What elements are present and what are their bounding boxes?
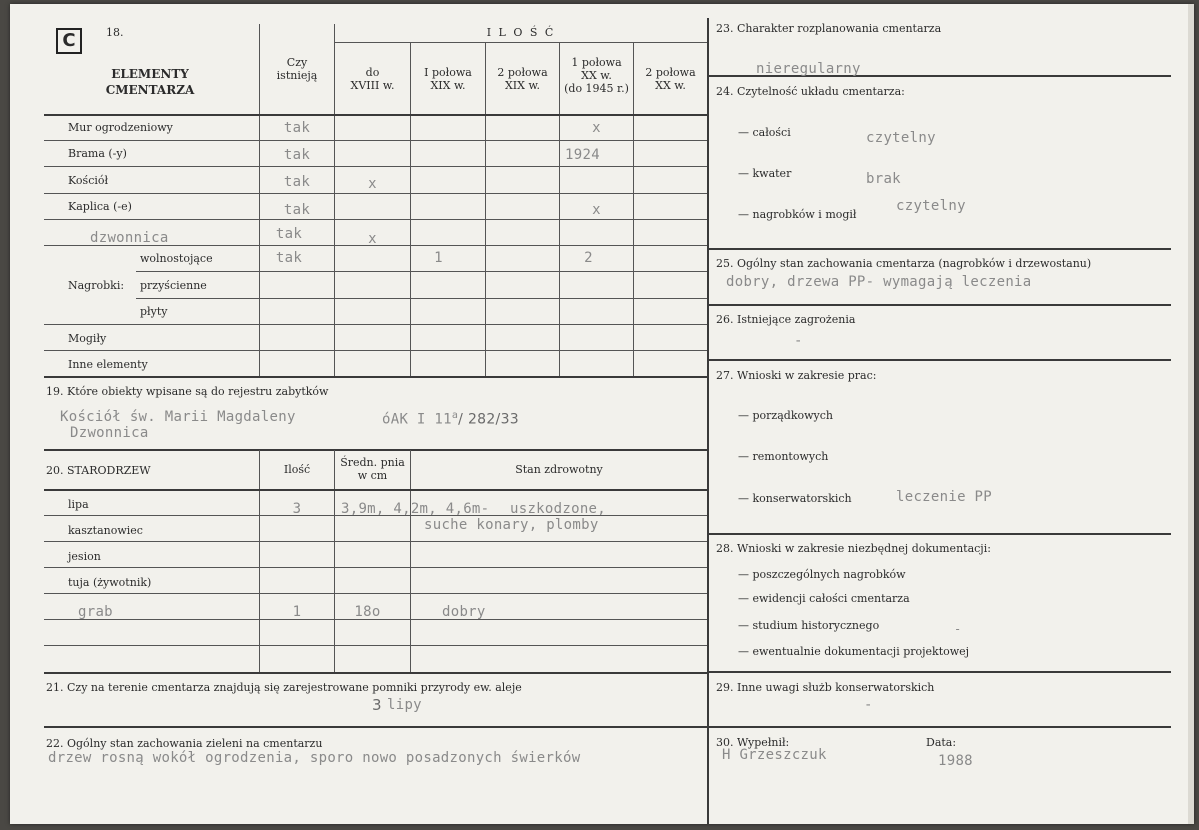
s27-value-conservation: leczenie PP <box>896 489 993 505</box>
tree-row-lipa: lipa <box>68 498 89 511</box>
tree-row-ash: jesion <box>68 550 101 563</box>
row-label-church: Kościół <box>68 174 109 187</box>
s24-item-quarters: — kwater <box>738 167 792 180</box>
s25-label: 25. Ogólny stan zachowania cmentarza (nagrobków i drzewostanu) <box>716 257 1092 270</box>
chapel-c4: x <box>592 202 601 218</box>
s18-qty-header: I L O Ś Ć <box>486 26 556 39</box>
s29-value: - <box>864 697 873 713</box>
s27-item-repair: — remontowych <box>738 450 829 463</box>
s18-number: 18. <box>106 26 124 39</box>
s19-bottom-rule <box>44 449 707 451</box>
s19-reg-prefix: óAK I 11 <box>382 411 452 428</box>
s18-row-rule <box>136 271 707 272</box>
row-label-bell-tower: dzwonnica <box>90 230 169 246</box>
lipa-health-l1: uszkodzone, <box>510 501 607 517</box>
s18-row-rule <box>44 166 707 167</box>
tombstones-group-label: Nagrobki: <box>68 279 125 292</box>
freestanding-exists: tak <box>275 250 303 266</box>
col1-l2: XVIII w. <box>350 79 395 92</box>
s19-label: 19. Które obiekty wpisane są do rejestru zabytków <box>46 385 329 398</box>
chapel-exists: tak <box>283 202 311 218</box>
s30-value: H Grzeszczuk <box>722 747 827 763</box>
s18-row-rule <box>44 324 707 325</box>
tree-row-thuja: tuja (żywotnik) <box>68 576 152 589</box>
s24-item-whole: — całości <box>738 126 791 139</box>
s25-value: dobry, drzewa PP- wymagają leczenia <box>726 274 1032 290</box>
s20-vline <box>334 450 335 672</box>
col1-header <box>335 66 410 92</box>
s20-col-diam-l2: w cm <box>357 469 388 482</box>
s21-value: lipy <box>387 697 422 713</box>
col4-header <box>560 56 633 95</box>
wall-exists: tak <box>283 120 311 136</box>
s21-label: 21. Czy na terenie cmentarza znajdują się zarejestrowane pomniki przyrody ew. aleje <box>46 681 522 694</box>
col2-l2: XIX w. <box>430 79 466 92</box>
row-label-graves: Mogiły <box>68 332 107 345</box>
s18-header-rule <box>44 114 707 116</box>
gate-c4: 1924 <box>565 147 600 163</box>
tree-row-chestnut: kasztanowiec <box>68 524 143 537</box>
s20-col-diam-l1: Średn. pnia <box>340 456 405 469</box>
s19-register-number <box>382 410 519 428</box>
col3-l2: XIX w. <box>504 79 541 92</box>
s19-reg-sup: a <box>451 410 459 421</box>
col2-header <box>411 66 485 92</box>
s20-row-rule <box>44 541 707 542</box>
row-label-gate: Brama (-y) <box>68 147 127 160</box>
tree-row-hornbeam: grab <box>78 604 113 620</box>
wall-c4: x <box>592 120 601 136</box>
s28-item-history: — studium historycznego <box>738 619 880 632</box>
s24-value-quarters: brak <box>866 171 901 187</box>
s18-vline <box>410 42 411 378</box>
s24-value-graves: czytelny <box>896 198 966 214</box>
s29-rule <box>709 726 1171 728</box>
s27-item-conservation: — konserwatorskich <box>738 492 852 505</box>
s18-vline <box>633 42 634 378</box>
s30-date-value: 1988 <box>938 753 973 769</box>
s20-row-rule <box>44 593 707 594</box>
s24-rule <box>709 248 1171 250</box>
col5-l1: 2 połowa <box>645 66 696 79</box>
s20-vline <box>259 450 260 672</box>
s18-row-rule <box>136 298 707 299</box>
s21-hand-number: 3 <box>372 696 382 714</box>
s20-col-diam <box>335 456 410 482</box>
hornbeam-qty: 1 <box>292 604 302 620</box>
s24-item-graves: — nagrobków i mogił <box>738 208 857 221</box>
s19-bell-tower: Dzwonnica <box>70 425 149 441</box>
lipa-qty: 3 <box>292 501 302 517</box>
col3-header <box>486 66 559 92</box>
hornbeam-health: dobry <box>442 604 486 620</box>
s24-label: 24. Czytelność układu cmentarza: <box>716 85 905 98</box>
s18-qty-rule <box>335 42 707 43</box>
s18-bottom-rule <box>44 376 707 378</box>
s18-title-line2: CMENTARZA <box>105 83 195 97</box>
s19-church: Kościół św. Marii Magdaleny <box>60 409 296 425</box>
bell-tower-exists: tak <box>275 226 303 242</box>
s28-item-tombstones: — poszczególnych nagrobków <box>738 568 906 581</box>
s28-rule <box>709 671 1171 673</box>
center-divider <box>707 18 709 824</box>
s18-row-rule <box>44 193 707 194</box>
s30-date-label: Data: <box>926 736 957 749</box>
s22-value: drzew rosną wokół ogrodzenia, sporo nowo posadzonych świerków <box>48 750 581 766</box>
s18-row-rule <box>44 350 707 351</box>
gate-exists: tak <box>283 147 311 163</box>
s25-rule <box>709 304 1171 306</box>
hornbeam-diam: 18o <box>354 604 381 620</box>
col2-l1: I połowa <box>424 66 472 79</box>
s20-bottom-rule <box>44 672 707 674</box>
s20-header-rule <box>44 489 707 491</box>
s22-label: 22. Ogólny stan zachowania zieleni na cmentarzu <box>46 737 323 750</box>
s19-reg-hand: / 282/33 <box>458 411 519 428</box>
s20-title: 20. STARODRZEW <box>46 464 151 477</box>
s30-label: 30. Wypełnił: <box>716 736 790 749</box>
s21-bottom-rule <box>44 726 707 728</box>
s28-item-records: — ewidencji całości cmentarza <box>738 592 910 605</box>
col3-l1: 2 połowa <box>497 66 548 79</box>
s28-mark: - <box>954 622 962 636</box>
s27-label: 27. Wnioski w zakresie prac: <box>716 369 877 382</box>
s28-item-design: — ewentualnie dokumentacji projektowej <box>738 645 970 658</box>
col-exists-l2: istnieją <box>276 69 318 82</box>
s18-row-rule <box>44 219 707 220</box>
col1-l1: do <box>365 66 380 79</box>
s20-col-health: Stan zdrowotny <box>515 463 603 476</box>
s18-vline <box>485 42 486 378</box>
col5-header <box>634 66 707 92</box>
inventory-card <box>10 4 1194 824</box>
s24-value-whole: czytelny <box>866 130 936 146</box>
s18-row-rule <box>44 140 707 141</box>
lipa-health-l2: suche konary, plomby <box>424 517 599 533</box>
s20-row-rule <box>44 567 707 568</box>
row-label-wall-mounted: przyścienne <box>140 279 207 292</box>
s20-col-qty: Ilość <box>283 463 311 476</box>
s26-label: 26. Istniejące zagrożenia <box>716 313 856 326</box>
freestanding-c2: 1 <box>434 250 443 266</box>
bell-tower-c1: x <box>368 231 377 247</box>
s26-value: - <box>794 333 803 349</box>
freestanding-c4: 2 <box>584 250 593 266</box>
section-marker: C <box>56 28 82 54</box>
s26-rule <box>709 359 1171 361</box>
row-label-slabs: płyty <box>140 305 168 318</box>
col5-l2: XX w. <box>655 79 686 92</box>
s18-title-line1: ELEMENTY <box>111 67 189 81</box>
row-label-other: Inne elementy <box>68 358 148 371</box>
col4-l1: 1 połowa <box>571 56 622 69</box>
row-label-wall: Mur ogrodzeniowy <box>68 121 173 134</box>
s20-row-rule <box>44 645 707 646</box>
church-c1: x <box>368 176 377 192</box>
row-label-freestanding: wolnostojące <box>140 252 213 265</box>
col4-l3: (do 1945 r.) <box>564 82 629 95</box>
s28-label: 28. Wnioski w zakresie niezbędnej dokumentacji: <box>716 542 991 555</box>
s23-label: 23. Charakter rozplanowania cmentarza <box>716 22 942 35</box>
col4-l2: XX w. <box>581 69 612 82</box>
col-exists-l1: Czy <box>286 56 308 69</box>
s23-value: nieregularny <box>756 61 861 77</box>
church-exists: tak <box>283 174 311 190</box>
s29-label: 29. Inne uwagi służb konserwatorskich <box>716 681 935 694</box>
row-label-chapel: Kaplica (-e) <box>68 200 132 213</box>
s20-vline <box>410 450 411 672</box>
s18-title <box>70 66 230 98</box>
col-exists-header <box>260 56 334 82</box>
s27-item-cleanup: — porządkowych <box>738 409 833 422</box>
lipa-diam: 3,9m, 4,2m, 4,6m- <box>341 501 490 517</box>
s27-rule <box>709 533 1171 535</box>
